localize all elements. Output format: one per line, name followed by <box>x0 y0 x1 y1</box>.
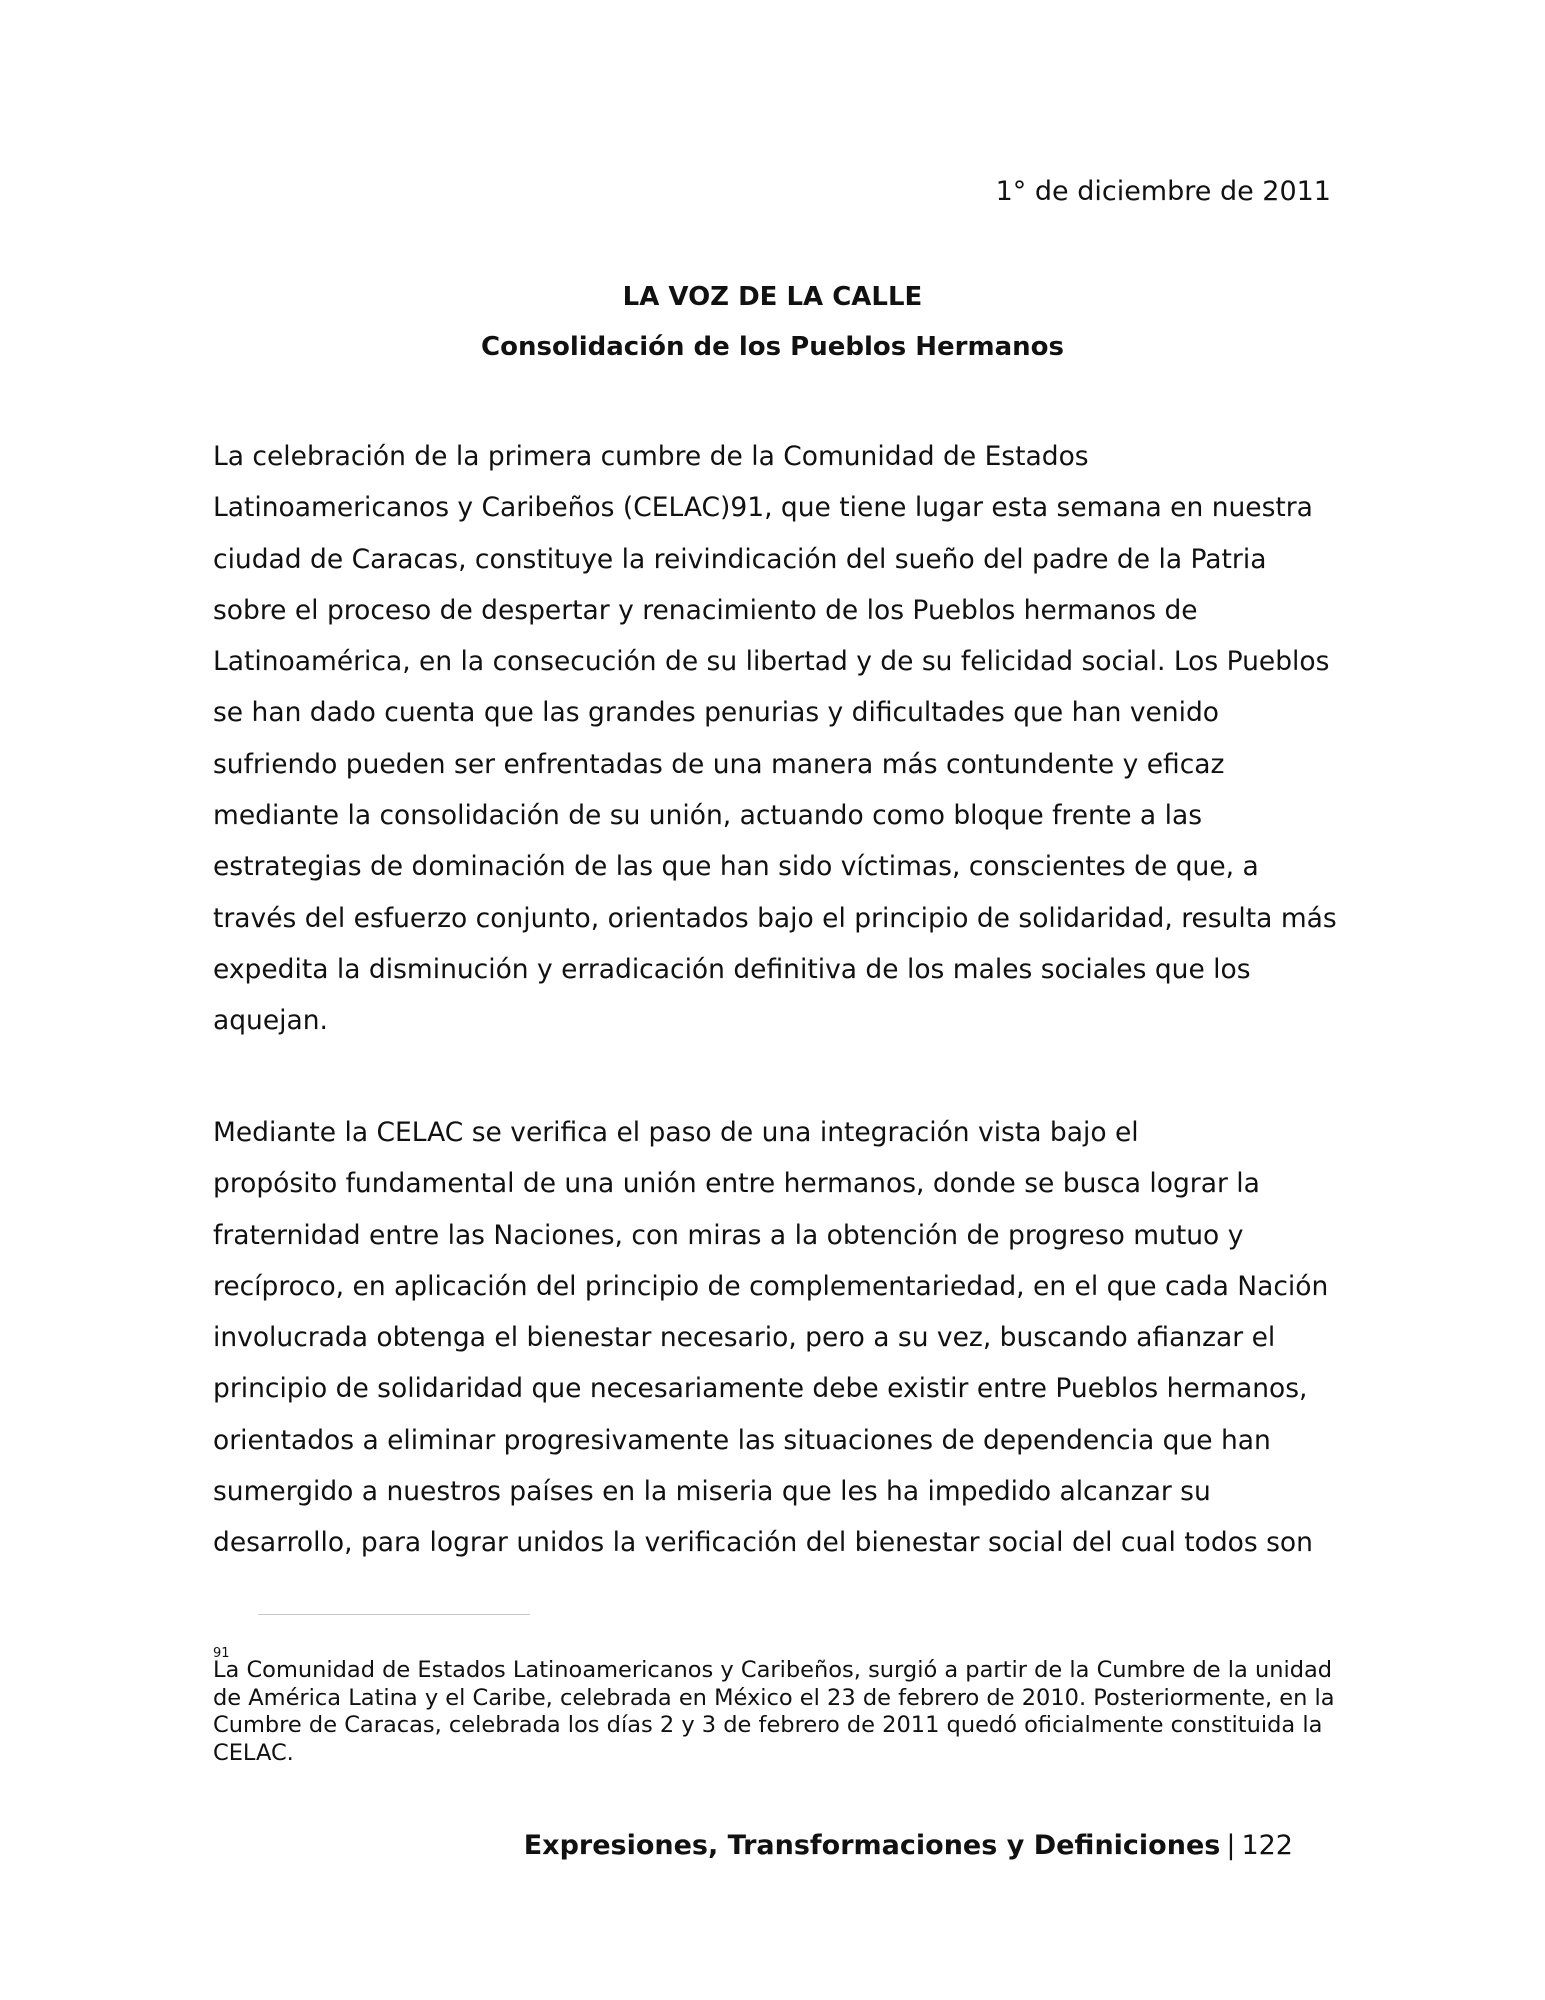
paragraph-line: expedita la disminución y erradicación definitiva de los males sociales que los <box>213 953 1251 985</box>
footer-book-title: Expresiones, Transformaciones y Definiciones <box>523 1830 1221 1861</box>
footnote-line: CELAC. <box>213 1739 294 1766</box>
footnote-divider <box>258 1614 530 1615</box>
footer-separator: | <box>1226 1830 1236 1861</box>
paragraph-line: Latinoamericanos y Caribeños (CELAC)91, que tiene lugar esta semana en nuestra <box>213 492 1313 524</box>
article-subtitle: Consolidación de los Pueblos Hermanos <box>481 332 1064 362</box>
footnote-line: Cumbre de Caracas, celebrada los días 2 y 3 de febrero de 2011 quedó oficialmente constituida la <box>213 1712 1323 1738</box>
paragraph-line: mediante la consolidación de su unión, actuando como bloque frente a las <box>213 800 1203 832</box>
footnote-text <box>213 1657 1343 1767</box>
paragraph-line: estrategias de dominación de las que han sido víctimas, conscientes de que, a <box>213 851 1259 883</box>
footnote-line: de América Latina y el Caribe, celebrada en México el 23 de febrero de 2010. Posteriormente, en la <box>213 1684 1335 1711</box>
paragraph-2 <box>213 1107 1353 1569</box>
page-number: 122 <box>1241 1830 1293 1861</box>
footnote-marker: 91 <box>213 1646 230 1661</box>
paragraph-line: desarrollo, para lograr unidos la verificación del bienestar social del cual todos son <box>213 1527 1313 1559</box>
article-title: LA VOZ DE LA CALLE <box>622 282 923 312</box>
footnote-line: La Comunidad de Estados Latinoamericanos y Caribeños, surgió a partir de la Cumbre de la unidad <box>213 1657 1333 1683</box>
paragraph-line: sumergido a nuestros países en la miseria que les ha impedido alcanzar su <box>213 1476 1211 1508</box>
paragraph-line: ciudad de Caracas, constituye la reivindicación del sueño del padre de la Patria <box>213 543 1267 575</box>
paragraph-line: Mediante la CELAC se verifica el paso de una integración vista bajo el <box>213 1117 1139 1148</box>
paragraph-line: se han dado cuenta que las grandes penurias y dificultades que han venido <box>213 697 1220 729</box>
paragraph-line: sobre el proceso de despertar y renacimiento de los Pueblos hermanos de <box>213 594 1198 626</box>
paragraph-line: La celebración de la primera cumbre de la Comunidad de Estados <box>213 441 1089 472</box>
paragraph-line: orientados a eliminar progresivamente las situaciones de dependencia que han <box>213 1424 1271 1456</box>
paragraph-line: propósito fundamental de una unión entre hermanos, donde se busca lograr la <box>213 1168 1260 1200</box>
paragraph-line: sufriendo pueden ser enfrentadas de una manera más contundente y eficaz <box>213 748 1225 780</box>
paragraph-line: Latinoamérica, en la consecución de su libertad y de su felicidad social. Los Pueblos <box>213 646 1330 678</box>
page-footer <box>524 1826 1293 1866</box>
paragraph-line: fraternidad entre las Naciones, con miras a la obtención de progreso mutuo y <box>213 1219 1244 1251</box>
paragraph-line: través del esfuerzo conjunto, orientados bajo el principio de solidaridad, resulta más <box>213 902 1337 934</box>
paragraph-line: principio de solidaridad que necesariamente debe existir entre Pueblos hermanos, <box>213 1373 1308 1405</box>
paragraph-line: involucrada obtenga el bienestar necesario, pero a su vez, buscando afianzar el <box>213 1322 1276 1354</box>
paragraph-line: aquejan. <box>213 1005 328 1037</box>
paragraph-1 <box>213 431 1353 1047</box>
document-date: 1° de diciembre de 2011 <box>995 176 1331 207</box>
paragraph-line: recíproco, en aplicación del principio de complementariedad, en el que cada Nación <box>213 1270 1329 1302</box>
